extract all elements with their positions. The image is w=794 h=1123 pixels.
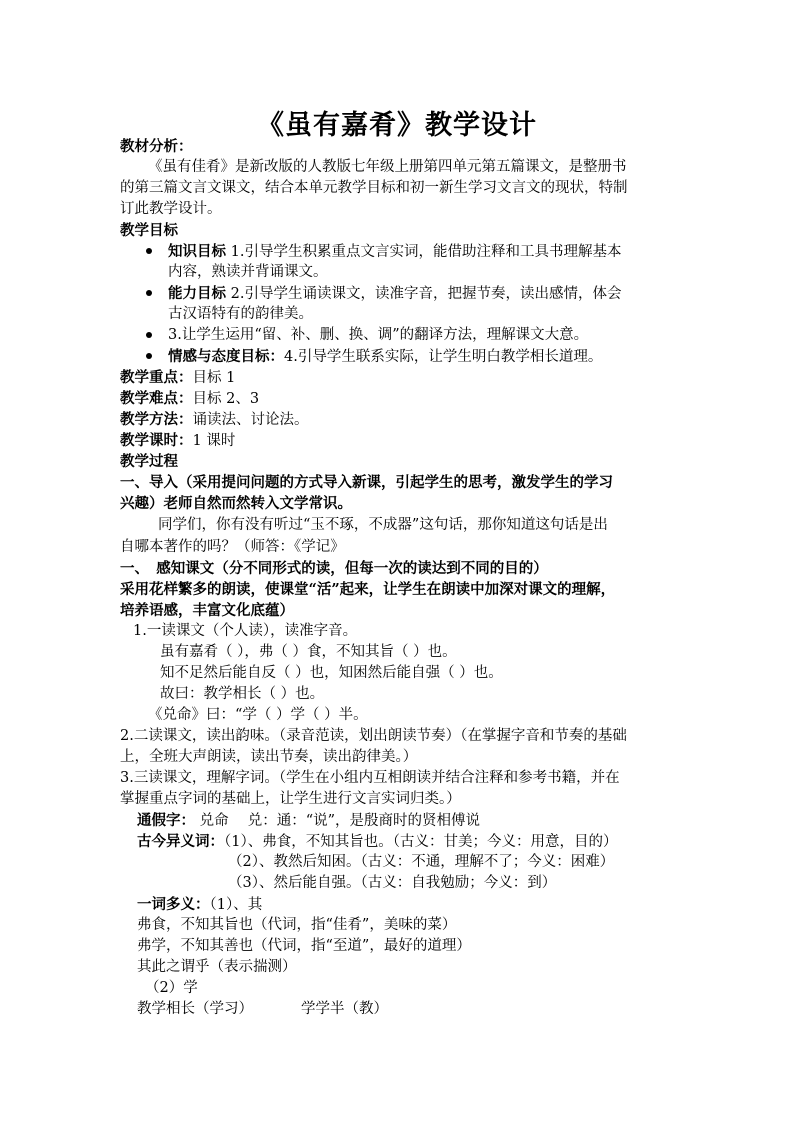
goal-item-4 [168, 346, 688, 368]
meta-method: 教学方法：诵读法、讨论法。 [120, 411, 309, 428]
gujin-line-1: 古今异义词：（1）、弗食，不知其旨也。（古义：甘美；今义：用意，目的） [137, 833, 618, 850]
analysis-heading: 教材分析： [120, 138, 193, 155]
bullet-icon [146, 290, 152, 296]
gujin-label: 古今异义词： [137, 833, 224, 850]
read-1-line-d: 《兑命》曰：“学（ ）学（ ）半。 [148, 707, 368, 723]
intro-para-2: 自哪本著作的吗？（师答：《学记》 [120, 539, 345, 555]
goal-item-1 [168, 241, 688, 263]
read-3-line-1: 3.三读课文，理解字词。（学生在小组内互相朗读并结合注释和参考书籍，并在 [120, 770, 620, 786]
yici-line-2: （2）学 [145, 980, 198, 996]
meta-key-point: 教学重点：目标 1 [120, 369, 236, 386]
section-2-heading: 一、 感知课文（分不同形式的读，但每一次的读达到不同的目的） [120, 560, 548, 577]
analysis-line-2: 的第三篇文言文课文，结合本单元教学目标和初一新生学习文言文的现状，特制 [120, 180, 628, 196]
yici-line-1: 一词多义：（1）、其 [137, 896, 263, 913]
section-2-bold-2: 培养语感，丰富文化底蕴） [120, 602, 294, 619]
section-2-bold-1: 采用花样繁多的朗读，使课堂“活”起来，让学生在朗读中加深对课文的理解， [120, 581, 616, 598]
goal-text: 1.引导学生积累重点文言实词，能借助注释和工具书理解基本 [230, 244, 622, 260]
meta-hours: 教学课时：1 课时 [120, 432, 236, 449]
goal-text: 4.引导学生联系实际，让学生明白教学相长道理。 [284, 349, 603, 365]
document-title: 《虽有嘉肴》教学设计 [257, 110, 537, 141]
gujin-line-3: （3）、然后能自强。（古义：自我勉励；今义：到） [228, 875, 557, 891]
meta-difficulty: 教学难点：目标 2、3 [120, 390, 260, 407]
tongjia-label: 通假字： [137, 812, 195, 829]
analysis-line-3: 订此教学设计。 [120, 201, 222, 217]
yici-line-c: 其此之谓乎（表示揣测） [137, 959, 297, 975]
process-heading: 教学过程 [120, 453, 178, 470]
goal-label: 知识目标 [168, 243, 226, 260]
goal-label: 能力目标 [168, 285, 226, 302]
goal-label: 情感与态度目标： [168, 348, 284, 365]
goal-item-2-cont: 古汉语特有的韵律美。 [168, 306, 313, 322]
goal-text: 2.引导学生诵读课文，读准字音，把握节奏，读出感情，体会 [230, 286, 622, 302]
read-1-line-c: 故曰：教学相长（ ）也。 [160, 686, 325, 702]
read-3-line-2: 掌握重点字词的基础上，让学生进行文言实词归类。） [120, 791, 461, 807]
goals-heading: 教学目标 [120, 222, 178, 239]
yici-line-d: 教学相长（学习） 学学半（教） [137, 1001, 388, 1017]
yici-label: 一词多义： [137, 896, 210, 913]
read-2-line-1: 2.二读课文，读出韵味。（录音范读，划出朗读节奏）（在掌握字音和节奏的基础 [120, 728, 627, 744]
goal-item-1-cont: 内容，熟读并背诵课文。 [168, 264, 328, 280]
bullet-icon [146, 353, 152, 359]
gujin-line-2: （2）、教然后知困。（古义：不通，理解不了；今义：困难） [228, 854, 615, 870]
goal-item-3: 3.让学生运用“留、补、删、换、调”的翻译方法，理解课文大意。 [168, 327, 589, 343]
read-1: 1.一读课文（个人读），读准字音。 [133, 623, 358, 639]
bullet-icon [146, 332, 152, 338]
analysis-line-1: 《虽有佳肴》是新改版的人教版七年级上册第四单元第五篇课文，是整册书 [148, 159, 627, 175]
read-1-line-b: 知不足然后能自反（ ）也，知困然后能自强（ ）也。 [160, 665, 503, 681]
bullet-icon [146, 248, 152, 254]
yici-line-b: 弗学，不知其善也（代词，指“至道”，最好的道理） [137, 938, 471, 954]
yici-line-a: 弗食，不知其旨也（代词，指“佳肴”，美味的菜） [137, 917, 457, 933]
intro-line-2: 兴趣）老师自然而然转入文学常识。 [120, 495, 352, 512]
goal-item-2 [168, 283, 688, 305]
intro-para-1: 同学们，你有没有听过“玉不琢，不成器”这句话，那你知道这句话是出 [158, 517, 608, 533]
tongjia-line: 通假字： 兑命 兑：通：“说”，是殷商时的贤相傅说 [137, 812, 481, 829]
read-2-line-2: 上，全班大声朗读，读出节奏，读出韵律美。） [120, 749, 418, 765]
intro-line-1: 一、导入（采用提问问题的方式导入新课，引起学生的思考，激发学生的学习 [120, 474, 613, 491]
read-1-line-a: 虽有嘉肴（ ），弗（ ）食，不知其旨（ ）也。 [160, 644, 457, 660]
